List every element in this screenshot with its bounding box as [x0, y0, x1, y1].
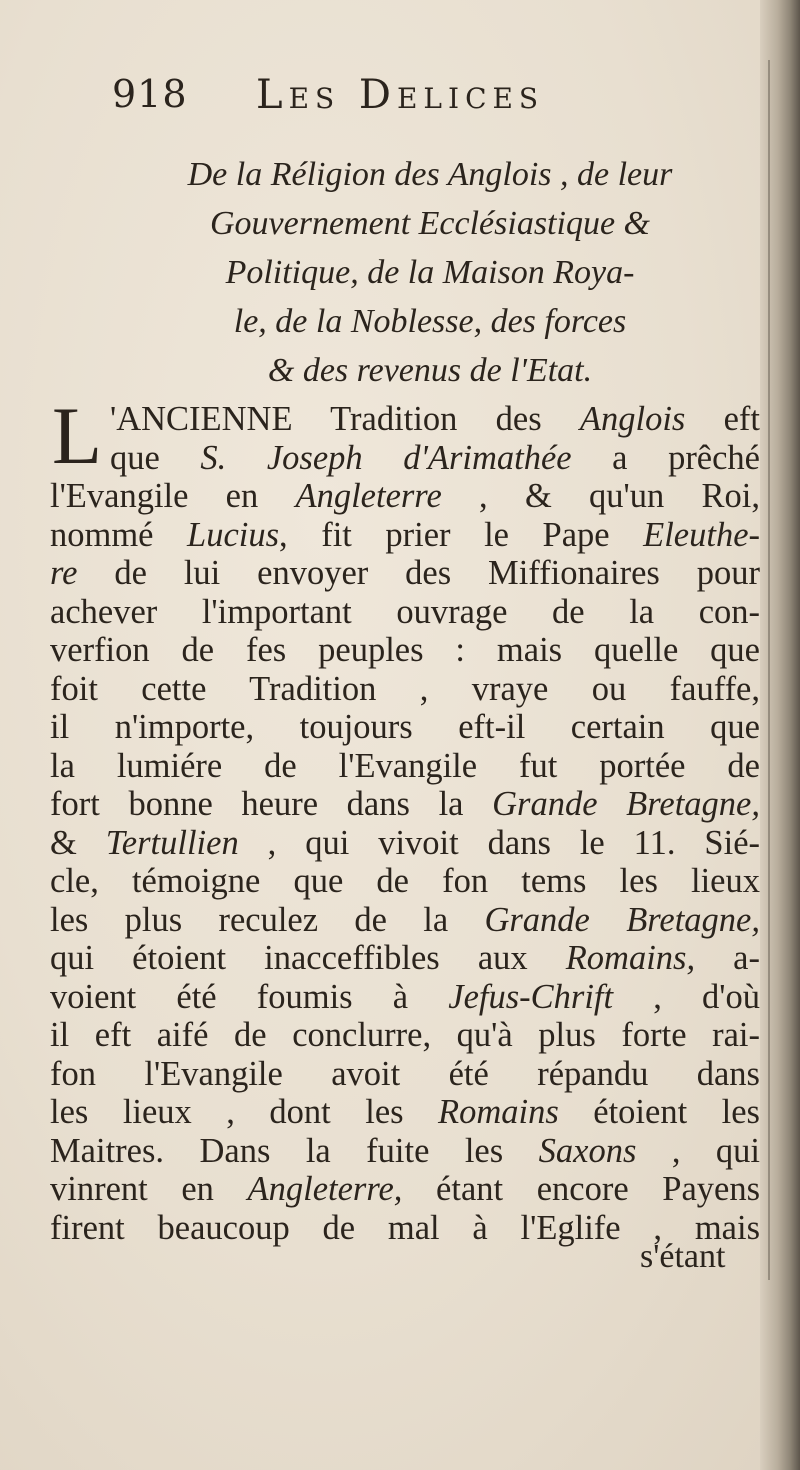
- text-run: étant encore Payens: [402, 1170, 760, 1208]
- text-line: [50, 708, 760, 747]
- page-number: 918: [112, 72, 188, 116]
- text-line: [50, 670, 760, 709]
- text-line: [50, 1055, 760, 1094]
- italic-run: Jefus-Chrift: [448, 977, 614, 1016]
- text-run: l'Evangile en: [50, 477, 296, 515]
- italic-run: Romains,: [565, 939, 696, 977]
- heading-line: le, de la Noblesse, des forces: [233, 303, 627, 340]
- heading-line: Politique, de la Maison Roya-: [225, 254, 635, 291]
- heading-line: De la Réligion des Anglois , de leur: [187, 156, 673, 193]
- italic-run: Anglois: [579, 400, 686, 438]
- text-run: a-: [695, 939, 760, 977]
- text-run: les plus reculez de la: [50, 900, 485, 939]
- text-run: que: [110, 438, 201, 477]
- text-line: [50, 1016, 760, 1055]
- text-line: [50, 939, 760, 978]
- text-run: de lui envoyer des Miffionaires pour: [77, 554, 760, 592]
- italic-run: Angleterre: [295, 477, 442, 515]
- text-line: [50, 1093, 760, 1132]
- text-run: les lieux , dont les: [50, 1093, 439, 1131]
- text-line: [50, 631, 760, 670]
- text-run: vinrent en: [50, 1170, 248, 1208]
- text-run: foit cette Tradition , vraye ou fauffe,: [50, 669, 760, 708]
- italic-run: Romains: [438, 1093, 559, 1131]
- text-run: &: [50, 823, 106, 862]
- text-run: la lumiére de l'Evangile fut portée de: [50, 746, 760, 785]
- text-run: , d'où: [613, 977, 760, 1016]
- catchword: s'étant: [640, 1238, 726, 1275]
- italic-run: Eleuthe-: [643, 515, 760, 554]
- running-title: Les Delices: [256, 72, 545, 118]
- heading-line: & des revenus de l'Etat.: [267, 352, 593, 389]
- text-run: , & qu'un Roi,: [441, 477, 760, 515]
- text-line: [50, 747, 760, 786]
- text-run: eft: [685, 400, 760, 438]
- text-run: , qui: [636, 1131, 760, 1170]
- text-line: [50, 862, 760, 901]
- text-line: [50, 901, 760, 940]
- text-run: fon l'Evangile avoit été répandu dans: [50, 1054, 760, 1093]
- text-run: firent beaucoup de mal à l'Eglife , mais: [50, 1208, 760, 1247]
- text-run: nommé: [50, 515, 188, 554]
- text-run: verfion de fes peuples : mais quelle que: [50, 631, 760, 669]
- italic-run: S. Joseph d'Arimathée: [200, 438, 572, 477]
- text-run: qui étoient inacceffibles aux: [50, 939, 566, 977]
- text-line: [50, 593, 760, 632]
- heading-line: Gouvernement Ecclésiastique &: [210, 205, 650, 242]
- running-header: [112, 72, 672, 122]
- text-line: [50, 439, 760, 478]
- italic-run: Lucius: [187, 515, 280, 554]
- body-paragraph: [50, 400, 760, 1247]
- text-line: [50, 554, 760, 593]
- italic-run: Saxons: [538, 1131, 637, 1170]
- text-line: [50, 978, 760, 1017]
- text-run: a prêché: [571, 438, 760, 477]
- text-line: [50, 477, 760, 516]
- text-run: étoient les: [558, 1093, 760, 1131]
- text-run: , fit prier le Pape: [279, 515, 644, 554]
- drop-cap: L: [52, 390, 103, 481]
- italic-run: Grande Bretagne,: [492, 785, 760, 823]
- text-run: fort bonne heure dans la: [50, 785, 493, 823]
- text-run: voient été foumis à: [50, 977, 449, 1016]
- text-run: , qui vivoit dans le 11. Sié-: [238, 823, 760, 862]
- italic-run: Grande Bretagne,: [484, 900, 760, 939]
- text-line: [50, 785, 760, 824]
- text-run: achever l'important ouvrage de la con-: [50, 592, 760, 631]
- text-run: cle, témoigne que de fon tems les lieux: [50, 862, 760, 900]
- text-line: [50, 1170, 760, 1209]
- italic-run: re: [50, 554, 78, 592]
- text-line: [50, 824, 760, 863]
- text-line: [50, 516, 760, 555]
- text-line: [50, 1132, 760, 1171]
- text-run: 'ANCIENNE Tradition des: [110, 400, 580, 438]
- text-run: il eft aifé de conclurre, qu'à plus forte rai-: [50, 1016, 760, 1054]
- text-line: [50, 400, 760, 439]
- italic-run: Tertullien: [105, 823, 239, 862]
- section-heading: [90, 150, 770, 395]
- text-run: il n'importe, toujours eft-il certain que: [50, 708, 760, 746]
- italic-run: Angleterre,: [247, 1170, 403, 1208]
- text-run: Maitres. Dans la fuite les: [50, 1131, 539, 1170]
